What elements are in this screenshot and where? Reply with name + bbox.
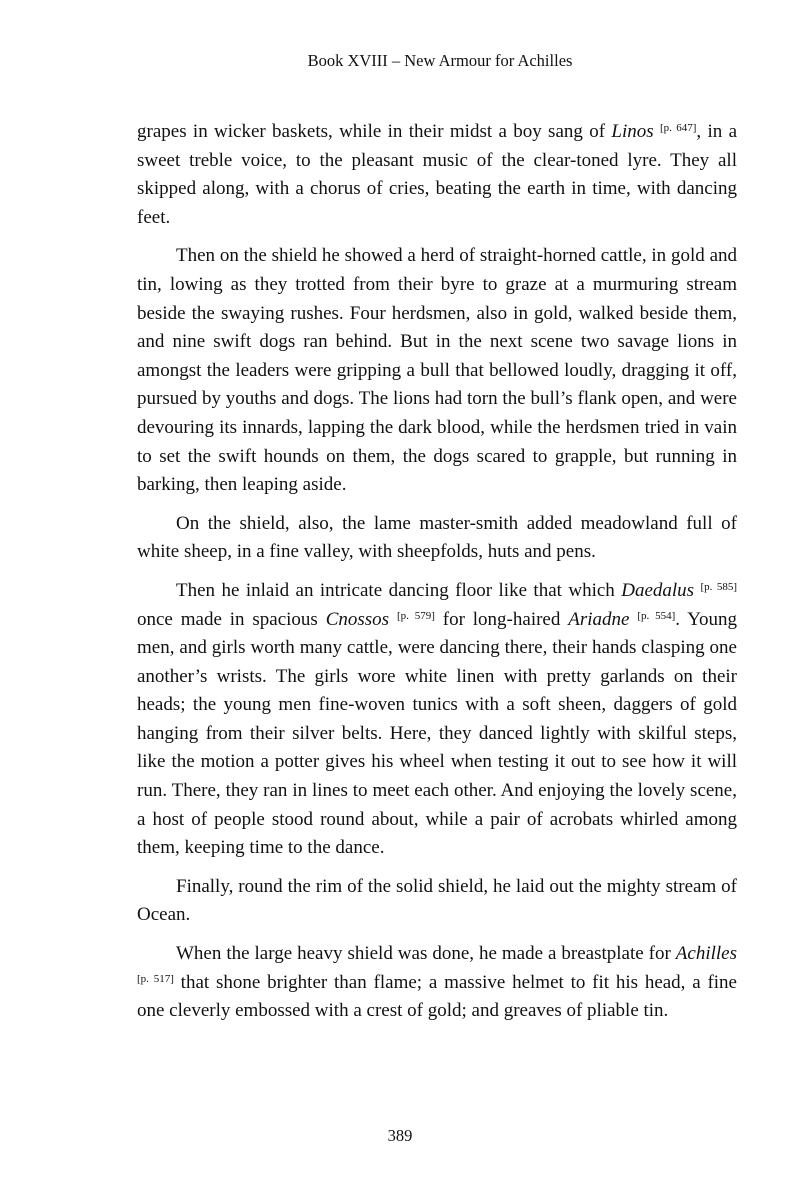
paragraph bbox=[137, 873, 737, 930]
text-run: grapes in wicker baskets, while in their midst a boy sang of bbox=[137, 121, 612, 142]
text-run: . Young men, and girls worth many cattle, were dancing there, their hands clasping one another’s wrists. The girls wore white linen with pretty garlands on their heads; the young men fine-woven tunics with a soft sheen, daggers of gold hanging from their silver belts. Here, they danced lightly with skilful steps, like the motion a potter gives his wheel when testing it out to see how it will run. There, they ran in lines to meet each other. And enjoying the lovely scene, a host of people stood round about, while a pair of acrobats whirled among them, keeping time to the dance. bbox=[137, 608, 738, 859]
body-text bbox=[137, 118, 737, 1036]
proper-name: Daedalus bbox=[621, 579, 695, 601]
text-run: once made in spacious bbox=[137, 608, 326, 630]
page-reference: [p. 554] bbox=[637, 609, 676, 622]
page-number: 389 bbox=[387, 1126, 413, 1145]
running-head: Book XVIII – New Armour for Achilles bbox=[307, 51, 573, 70]
text-run: Then on the shield he showed a herd of straight-horned cattle, in gold and tin, lowing as they trotted from their byre to graze at a murmuring stream beside the swaying rushes. Four herdsmen, also in gold, walked beside them, and nine swift dogs ran behind. But in the next scene two savage lions in amongst the leaders were gripping a bull that bellowed loudly, dragging it off, pursued by youths and dogs. The lions had torn the bull’s flank open, and were devouring its innards, lapping the dark blood, while the herdsmen tried in vain to set the swift hounds on them, the dogs scared to grapple, but running in barking, then leaping aside. bbox=[137, 245, 737, 496]
proper-name: Cnossos bbox=[325, 608, 390, 630]
page-reference: [p. 647] bbox=[659, 122, 697, 134]
page-reference: [p. 585] bbox=[700, 580, 738, 593]
text-run: On the shield, also, the lame master-smith added meadowland full of white sheep, in a fine valley, with sheepfolds, huts and pens. bbox=[137, 512, 737, 563]
page-reference: [p. 517] bbox=[137, 972, 174, 985]
proper-name: Ariadne bbox=[568, 608, 630, 630]
paragraph bbox=[137, 940, 737, 1026]
paragraph bbox=[137, 577, 737, 863]
text-run: When the large heavy shield was done, he made a breastplate for bbox=[176, 943, 676, 965]
text-run: Then he inlaid an intricate dancing floor like that which bbox=[176, 579, 622, 601]
proper-name: Linos bbox=[611, 121, 654, 142]
proper-name: Achilles bbox=[675, 943, 737, 965]
text-run: , in a sweet treble voice, to the pleasant music of the clear-toned lyre. They all skipped along, with a chorus of cries, beating the earth in time, with dancing feet. bbox=[137, 121, 738, 228]
text-run: for long-haired bbox=[434, 608, 569, 630]
text-run: that shone brighter than flame; a massive helmet to fit his head, a fine one cleverly embossed with a crest of gold; and greaves of pliable tin. bbox=[137, 971, 737, 1022]
page-reference: [p. 579] bbox=[396, 609, 435, 622]
paragraph bbox=[137, 118, 737, 232]
paragraph bbox=[137, 510, 737, 567]
text-run: Finally, round the rim of the solid shield, he laid out the mighty stream of Ocean. bbox=[137, 875, 737, 926]
paragraph bbox=[137, 242, 737, 499]
